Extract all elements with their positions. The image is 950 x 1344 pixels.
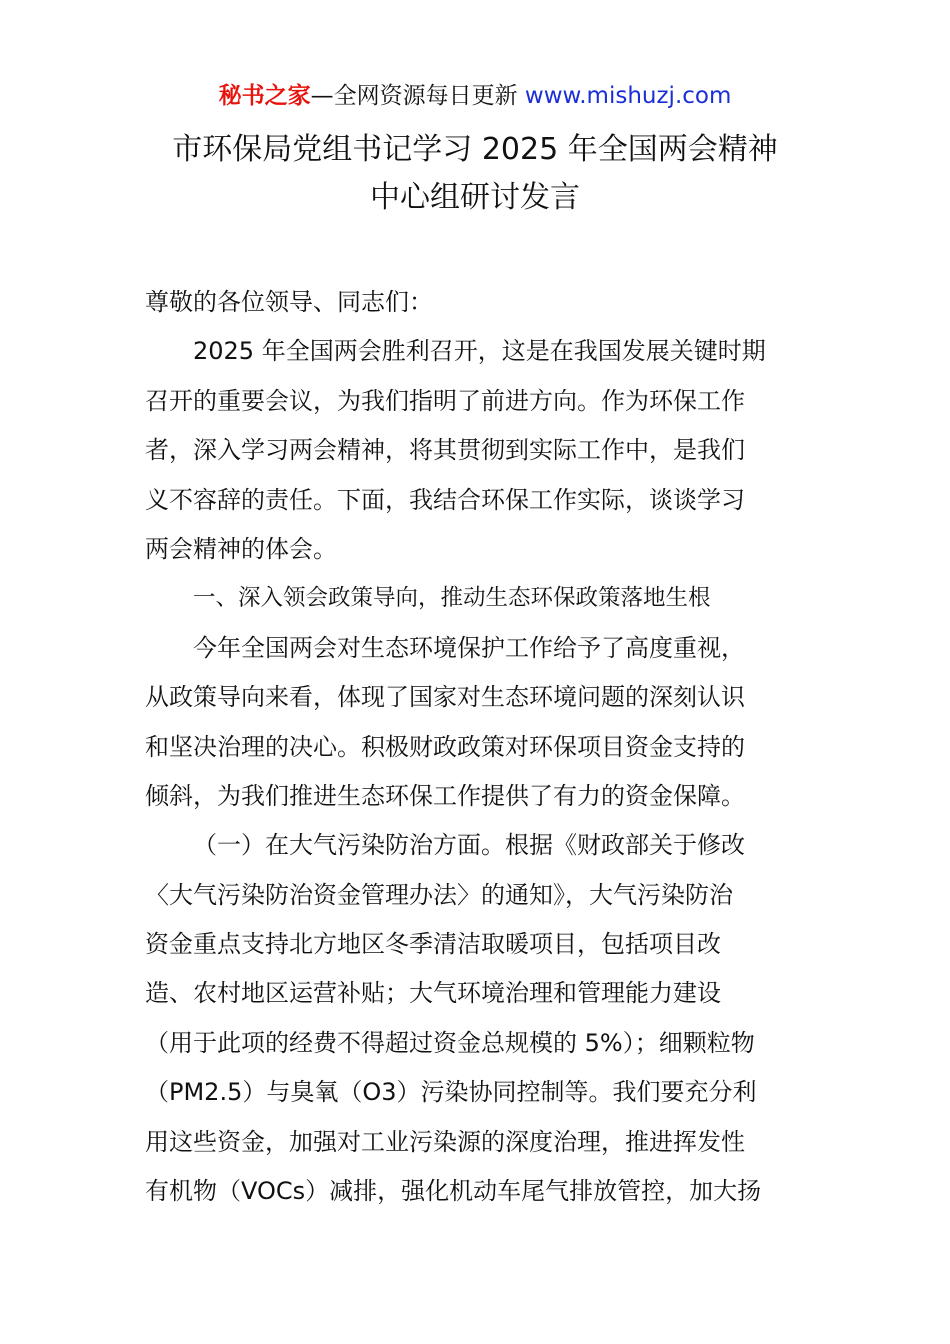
paragraph-line: 义不容辞的责任。下面，我结合环保工作实际，谈谈学习 bbox=[145, 485, 745, 514]
paragraph-line: 两会精神的体会。 bbox=[145, 534, 337, 563]
paragraph-line: （用于此项的经费不得超过资金总规模的 5%）；细颗粒物 bbox=[145, 1028, 755, 1057]
subsection-line: （一）在大气污染防治方面。根据《财政部关于修改 bbox=[193, 831, 745, 860]
document-title-line-2: 中心组研讨发言 bbox=[370, 180, 580, 215]
site-header bbox=[0, 80, 950, 112]
paragraph-line: 从政策导向来看，体现了国家对生态环境问题的深刻认识 bbox=[145, 683, 745, 712]
document-title-line-1: 市环保局党组书记学习 2025 年全国两会精神 bbox=[172, 132, 778, 167]
site-url-link[interactable]: www.mishuzj.com bbox=[524, 83, 732, 109]
site-tagline: —全网资源每日更新 bbox=[310, 83, 525, 109]
paragraph-line: 今年全国两会对生态环境保护工作给予了高度重视， bbox=[193, 633, 745, 662]
paragraph-line: 用这些资金，加强对工业污染源的深度治理，推进挥发性 bbox=[145, 1127, 745, 1156]
paragraph-line: 〈大气污染防治资金管理办法〉的通知》，大气污染防治 bbox=[145, 880, 733, 909]
paragraph-line: 召开的重要会议，为我们指明了前进方向。作为环保工作 bbox=[145, 386, 745, 415]
paragraph-line: 造、农村地区运营补贴；大气环境治理和管理能力建设 bbox=[145, 979, 721, 1008]
section-heading: 一、深入领会政策导向，推动生态环保政策落地生根 bbox=[193, 585, 711, 612]
brand-name: 秘书之家 bbox=[218, 83, 311, 109]
document-body bbox=[145, 278, 810, 1216]
paragraph-line: 者，深入学习两会精神，将其贯彻到实际工作中，是我们 bbox=[145, 436, 745, 465]
salutation: 尊敬的各位领导、同志们： bbox=[145, 288, 433, 316]
paragraph-line: 2025 年全国两会胜利召开，这是在我国发展关键时期 bbox=[193, 337, 766, 366]
paragraph-line: 资金重点支持北方地区冬季清洁取暖项目，包括项目改 bbox=[145, 930, 721, 959]
paragraph-line: 倾斜，为我们推进生态环保工作提供了有力的资金保障。 bbox=[145, 781, 745, 810]
paragraph-line: （PM2.5）与臭氧（O3）污染协同控制等。我们要充分利 bbox=[145, 1078, 757, 1107]
paragraph-line: 有机物（VOCs）减排，强化机动车尾气排放管控，加大扬 bbox=[145, 1177, 762, 1206]
paragraph-line: 和坚决治理的决心。积极财政政策对环保项目资金支持的 bbox=[145, 732, 745, 761]
